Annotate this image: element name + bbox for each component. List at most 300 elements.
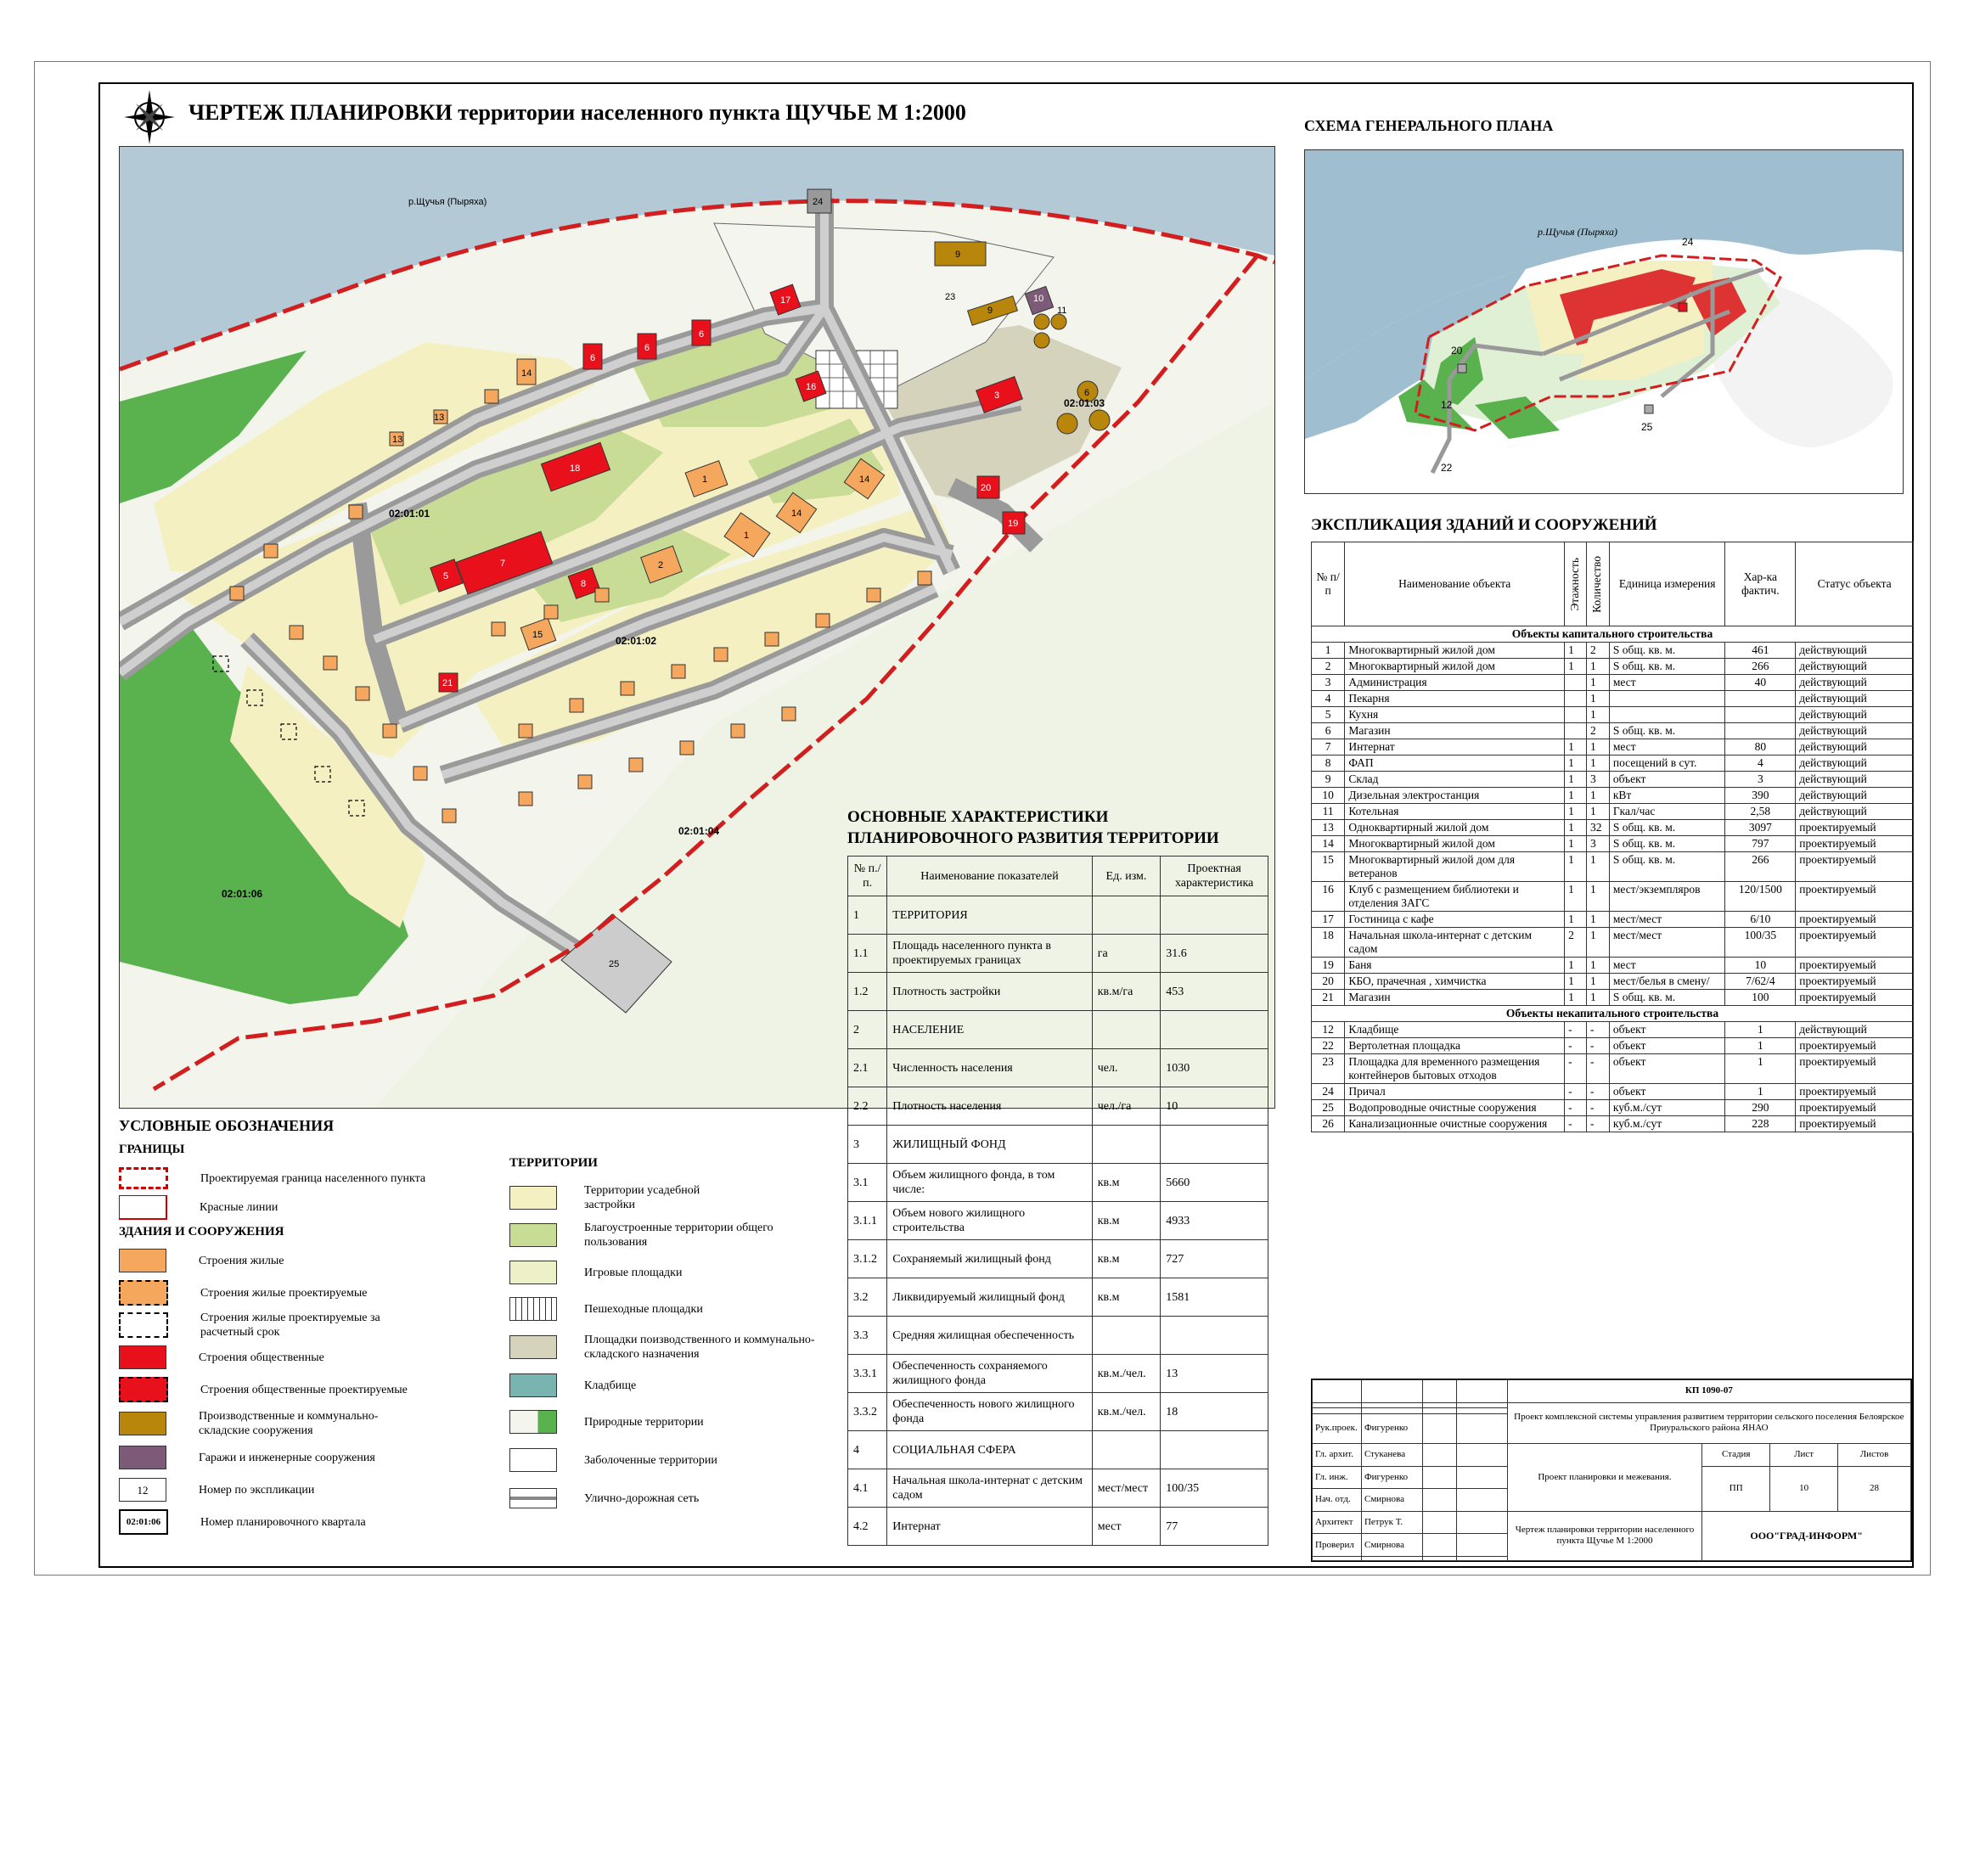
table-cell: 266	[1725, 659, 1796, 675]
table-row	[1312, 974, 1914, 990]
table-cell: 3.1.1	[848, 1202, 887, 1240]
map-number: 6	[644, 343, 650, 353]
map-number: 13	[434, 413, 445, 423]
table-cell: мест/экземпляров	[1609, 882, 1725, 912]
swatch	[119, 1280, 168, 1306]
table-cell: Объем нового жилищного строительства	[887, 1202, 1092, 1240]
table-cell: кв.м	[1092, 1240, 1160, 1278]
table-cell: Ликвидируемый жилищный фонд	[887, 1278, 1092, 1317]
table-cell: 1	[1586, 755, 1609, 772]
table-cell	[1609, 707, 1725, 723]
table-cell: 13	[1161, 1355, 1268, 1393]
map-number: 2	[658, 560, 664, 570]
table-cell: Плотность населения	[887, 1087, 1092, 1126]
legend-territories-title: ТЕРРИТОРИИ	[509, 1156, 598, 1170]
table-cell: 1	[1586, 974, 1609, 990]
map-number: 3	[994, 390, 1000, 401]
table-cell	[1725, 707, 1796, 723]
table-cell: S общ. кв. м.	[1609, 852, 1725, 882]
legend-item: Площадки поизводственного и коммунально-складского назначения	[509, 1327, 832, 1368]
table-cell: действующий	[1796, 755, 1914, 772]
table-cell: действующий	[1796, 1022, 1914, 1038]
table-cell: Обеспеченность нового жилищного фонда	[887, 1393, 1092, 1431]
table-cell: действующий	[1796, 643, 1914, 659]
table-row	[848, 1508, 1268, 1546]
table-cell: Площадь населенного пункта в проектируемых границах	[887, 935, 1092, 973]
swatch	[119, 1446, 166, 1469]
stamp-sheet: 10	[1770, 1466, 1838, 1511]
table-cell: Объем жилищного фонда, в том числе:	[887, 1164, 1092, 1202]
table-row	[1312, 755, 1914, 772]
map-number: 10	[1033, 294, 1044, 304]
table-cell: 2.1	[848, 1049, 887, 1087]
legend-item: Улично-дорожная сеть	[509, 1480, 832, 1517]
stamp-role: Проверил	[1313, 1534, 1362, 1557]
table-cell: объект	[1609, 1022, 1725, 1038]
table-cell: проектируемый	[1796, 974, 1914, 990]
table-cell: 14	[1312, 836, 1345, 852]
table-cell: КБО, прачечная , химчистка	[1345, 974, 1565, 990]
col-header: Количество	[1586, 542, 1609, 626]
map-number: 1	[702, 475, 708, 485]
table-cell: 1	[1565, 755, 1587, 772]
table-cell: 3097	[1725, 820, 1796, 836]
table-cell: Магазин	[1345, 723, 1565, 739]
schema-number: 25	[1641, 421, 1653, 433]
table-cell: проектируемый	[1796, 836, 1914, 852]
table-cell: мест/мест	[1609, 928, 1725, 958]
table-cell: 3.2	[848, 1278, 887, 1317]
table-cell	[1161, 1317, 1268, 1355]
table-row	[1312, 1038, 1914, 1054]
table-cell: 17	[1312, 912, 1345, 928]
table-cell: проектируемый	[1796, 928, 1914, 958]
table-cell: S общ. кв. м.	[1609, 643, 1725, 659]
stamp-person: Петрук Т.	[1361, 1511, 1422, 1534]
table-cell: 1	[1565, 974, 1587, 990]
table-cell: проектируемый	[1796, 990, 1914, 1006]
table-section-row: Объекты некапитального строительства	[1312, 1006, 1914, 1022]
map-number: 20	[981, 483, 992, 493]
table-row	[1312, 707, 1914, 723]
map-number: 18	[570, 463, 581, 474]
table-cell: 3	[1586, 772, 1609, 788]
table-cell: проектируемый	[1796, 1038, 1914, 1054]
table-cell: объект	[1609, 1084, 1725, 1100]
table-cell: Интернат	[887, 1508, 1092, 1546]
map-number: 6	[699, 329, 705, 340]
table-cell: Водопроводные очистные сооружения	[1345, 1100, 1565, 1116]
swatch	[509, 1410, 557, 1434]
table-row	[1312, 691, 1914, 707]
table-cell: 5660	[1161, 1164, 1268, 1202]
table-cell: 7	[1312, 739, 1345, 755]
table-row	[1312, 804, 1914, 820]
table-cell: кв.м/га	[1092, 973, 1160, 1011]
table-cell: 2	[1312, 659, 1345, 675]
map-number: 13	[392, 435, 403, 445]
map-number: 14	[791, 508, 802, 519]
table-cell: 1	[1586, 675, 1609, 691]
table-cell: проектируемый	[1796, 852, 1914, 882]
drawing-title: ЧЕРТЕЖ ПЛАНИРОВКИ территории населенного пункта ЩУЧЬЕ М 1:2000	[188, 100, 966, 125]
map-number: 6	[1084, 388, 1090, 398]
table-cell: 18	[1312, 928, 1345, 958]
legend-buildings-title: ЗДАНИЯ И СООРУЖЕНИЯ	[119, 1225, 284, 1238]
legend-item: Игровые площадки	[509, 1254, 832, 1291]
table-cell: Площадка для временного размещения контейнеров бытовых отходов	[1345, 1054, 1565, 1084]
explication-title: ЭКСПЛИКАЦИЯ ЗДАНИЙ И СООРУЖЕНИЙ	[1311, 516, 1657, 534]
table-cell: 6/10	[1725, 912, 1796, 928]
table-row	[848, 1355, 1268, 1393]
col-header: № п./п.	[848, 857, 887, 896]
table-cell: объект	[1609, 1054, 1725, 1084]
legend-left	[119, 1143, 492, 1538]
map-number: 11	[1057, 306, 1067, 316]
map-number: 15	[532, 630, 543, 640]
general-plan-schema-map[interactable]	[1304, 149, 1904, 494]
table-cell: Баня	[1345, 958, 1565, 974]
table-row	[1312, 675, 1914, 691]
table-cell: 1	[1725, 1054, 1796, 1084]
swatch	[509, 1488, 557, 1508]
table-cell: 3	[1586, 836, 1609, 852]
stamp-role: Архитект	[1313, 1511, 1362, 1534]
stamp-person: Смирнова	[1361, 1534, 1422, 1557]
table-cell: Причал	[1345, 1084, 1565, 1100]
legend-item: Строения жилые проектируемые	[119, 1277, 492, 1309]
legend-item: Заболоченные территории	[509, 1441, 832, 1480]
table-cell: 22	[1312, 1038, 1345, 1054]
table-row	[1312, 643, 1914, 659]
table-cell: СОЦИАЛЬНАЯ СФЕРА	[887, 1431, 1092, 1469]
table-cell: -	[1565, 1100, 1587, 1116]
swatch	[119, 1377, 168, 1402]
table-cell: 9	[1312, 772, 1345, 788]
table-cell: 1	[1565, 882, 1587, 912]
table-row	[848, 1431, 1268, 1469]
quarter-label: 02:01:02	[616, 635, 657, 647]
legend-item: Гаражи и инженерные сооружения	[119, 1441, 492, 1474]
table-row	[1312, 1054, 1914, 1084]
table-cell: 3.1	[848, 1164, 887, 1202]
table-row	[1312, 836, 1914, 852]
stamp-label: Листов	[1838, 1443, 1911, 1466]
table-cell: НАСЕЛЕНИЕ	[887, 1011, 1092, 1049]
table-cell: Интернат	[1345, 739, 1565, 755]
table-cell: проектируемый	[1796, 1116, 1914, 1132]
map-number: 14	[859, 475, 870, 485]
table-cell: 8	[1312, 755, 1345, 772]
table-cell: 1	[1565, 643, 1587, 659]
map-number: 17	[780, 295, 791, 306]
col-header: Ед. изм.	[1092, 857, 1160, 896]
stamp-project: Проект комплексной системы управления развитием территории сельского поселения Белоярское Приуральского района ЯНАО	[1507, 1402, 1910, 1443]
table-cell: 7/62/4	[1725, 974, 1796, 990]
table-cell: 100/35	[1725, 928, 1796, 958]
table-cell: действующий	[1796, 723, 1914, 739]
stamp-label: Стадия	[1702, 1443, 1770, 1466]
table-cell: -	[1565, 1054, 1587, 1084]
table-cell: -	[1565, 1084, 1587, 1100]
map-number: 21	[442, 678, 453, 688]
table-cell: 1	[1586, 928, 1609, 958]
table-cell: 10	[1312, 788, 1345, 804]
map-number: 24	[813, 197, 824, 207]
table-cell: Магазин	[1345, 990, 1565, 1006]
map-number: 19	[1008, 519, 1019, 529]
table-cell: действующий	[1796, 739, 1914, 755]
table-cell: 2	[1586, 643, 1609, 659]
table-cell: 25	[1312, 1100, 1345, 1116]
table-cell	[1092, 1431, 1160, 1469]
table-cell: Вертолетная площадка	[1345, 1038, 1565, 1054]
table-cell: Начальная школа-интернат с детским садом	[887, 1469, 1092, 1508]
table-cell: 1	[1565, 820, 1587, 836]
table-cell: 4	[1312, 691, 1345, 707]
table-cell: куб.м./сут	[1609, 1100, 1725, 1116]
table-cell: 24	[1312, 1084, 1345, 1100]
table-cell: кв.м	[1092, 1278, 1160, 1317]
table-cell: действующий	[1796, 804, 1914, 820]
legend-borders-title: ГРАНИЦЫ	[119, 1143, 185, 1156]
characteristics-table	[847, 856, 1268, 1546]
table-cell: кВт	[1609, 788, 1725, 804]
boundary-swatch	[119, 1167, 168, 1189]
table-cell: 1	[1312, 643, 1345, 659]
legend-item: Производственные и коммунально-складские сооружения	[119, 1406, 492, 1441]
legend-right	[509, 1156, 832, 1517]
col-header: Единица измерения	[1609, 542, 1725, 626]
table-row	[1312, 1084, 1914, 1100]
table-cell: 80	[1725, 739, 1796, 755]
table-cell: Котельная	[1345, 804, 1565, 820]
table-row	[1312, 990, 1914, 1006]
stamp-role: Гл. архит.	[1313, 1443, 1362, 1466]
table-row	[1312, 788, 1914, 804]
map-number: 6	[590, 353, 596, 363]
table-cell: 797	[1725, 836, 1796, 852]
table-cell: 1	[1586, 707, 1609, 723]
table-cell: Средняя жилищная обеспеченность	[887, 1317, 1092, 1355]
table-cell: проектируемый	[1796, 1084, 1914, 1100]
table-cell: действующий	[1796, 691, 1914, 707]
table-cell: 1	[1586, 788, 1609, 804]
table-cell: 461	[1725, 643, 1796, 659]
table-cell: 4.1	[848, 1469, 887, 1508]
stamp-person: Стуканева	[1361, 1443, 1422, 1466]
table-cell: чел./га	[1092, 1087, 1160, 1126]
table-cell: 23	[1312, 1054, 1345, 1084]
table-cell: проектируемый	[1796, 912, 1914, 928]
table-cell: 1	[1565, 852, 1587, 882]
table-cell: S общ. кв. м.	[1609, 990, 1725, 1006]
table-cell: 3.3.1	[848, 1355, 887, 1393]
legend-item: Территории усадебной застройки	[509, 1179, 832, 1216]
schema-number: 20	[1451, 345, 1463, 357]
table-cell: S общ. кв. м.	[1609, 659, 1725, 675]
table-cell: ФАП	[1345, 755, 1565, 772]
swatch	[509, 1373, 557, 1397]
swatch	[119, 1412, 166, 1435]
table-cell: действующий	[1796, 659, 1914, 675]
table-row	[1312, 1100, 1914, 1116]
table-cell: 727	[1161, 1240, 1268, 1278]
table-cell: 390	[1725, 788, 1796, 804]
table-cell	[1092, 896, 1160, 935]
col-header: Хар-ка фактич.	[1725, 542, 1796, 626]
table-cell	[1565, 691, 1587, 707]
table-cell: S общ. кв. м.	[1609, 723, 1725, 739]
swatch	[509, 1448, 557, 1472]
table-cell: 2,58	[1725, 804, 1796, 820]
table-cell: -	[1586, 1038, 1609, 1054]
table-cell: 1	[1565, 788, 1587, 804]
table-row	[1312, 958, 1914, 974]
table-cell: 3	[1312, 675, 1345, 691]
table-cell	[1161, 896, 1268, 935]
table-cell: 4.2	[848, 1508, 887, 1546]
table-cell: 10	[1725, 958, 1796, 974]
swatch	[509, 1335, 557, 1359]
table-cell: 3	[848, 1126, 887, 1164]
table-cell: 1	[1586, 958, 1609, 974]
table-cell: 100/35	[1161, 1469, 1268, 1508]
table-cell: 1	[1565, 772, 1587, 788]
swatch: 12	[119, 1478, 166, 1502]
table-cell: кв.м./чел.	[1092, 1393, 1160, 1431]
map-number: 9	[955, 250, 961, 260]
legend-item: Кладбище	[509, 1368, 832, 1403]
table-cell	[1161, 1011, 1268, 1049]
stamp-role: Нач. отд.	[1313, 1489, 1362, 1512]
table-cell: 3	[1725, 772, 1796, 788]
col-header: Наименование показателей	[887, 857, 1092, 896]
table-cell: 3.3.2	[848, 1393, 887, 1431]
table-row	[848, 1049, 1268, 1087]
table-cell: 4	[1725, 755, 1796, 772]
table-cell: га	[1092, 935, 1160, 973]
table-cell: 18	[1161, 1393, 1268, 1431]
table-cell: проектируемый	[1796, 820, 1914, 836]
stamp-person: Фигуренко	[1361, 1466, 1422, 1489]
table-cell	[1565, 707, 1587, 723]
legend-item: Проектируемая граница населенного пункта	[119, 1164, 492, 1193]
table-cell: 1	[1565, 958, 1587, 974]
table-cell: ТЕРРИТОРИЯ	[887, 896, 1092, 935]
table-cell: -	[1565, 1116, 1587, 1132]
table-cell: S общ. кв. м.	[1609, 820, 1725, 836]
table-cell: 2	[1586, 723, 1609, 739]
col-header: № п/п	[1312, 542, 1345, 626]
table-row	[848, 1317, 1268, 1355]
schema-title: СХЕМА ГЕНЕРАЛЬНОГО ПЛАНА	[1304, 117, 1554, 134]
table-cell: 20	[1312, 974, 1345, 990]
table-cell: 120/1500	[1725, 882, 1796, 912]
table-cell: 2.2	[848, 1087, 887, 1126]
table-cell: проектируемый	[1796, 882, 1914, 912]
legend-item: Природные территории	[509, 1403, 832, 1441]
table-cell	[1092, 1126, 1160, 1164]
table-cell: -	[1586, 1022, 1609, 1038]
stamp-person: Смирнова	[1361, 1489, 1422, 1512]
table-cell: мест/белья в смену/	[1609, 974, 1725, 990]
stamp-code: КП 1090-07	[1507, 1380, 1910, 1403]
table-cell: действующий	[1796, 707, 1914, 723]
table-cell	[1565, 675, 1587, 691]
table-row	[1312, 820, 1914, 836]
table-cell: 5	[1312, 707, 1345, 723]
table-row	[848, 973, 1268, 1011]
table-cell: 1	[1586, 691, 1609, 707]
table-row	[848, 1011, 1268, 1049]
table-cell: 32	[1586, 820, 1609, 836]
stamp-subtitle: Проект планировки и межевания.	[1507, 1443, 1702, 1511]
table-cell: 26	[1312, 1116, 1345, 1132]
table-cell: 2	[848, 1011, 887, 1049]
legend-item: 02:01:06 Номер планировочного квартала	[119, 1506, 492, 1538]
table-row	[1312, 659, 1914, 675]
table-cell: 1	[1565, 739, 1587, 755]
table-cell: мест/мест	[1092, 1469, 1160, 1508]
table-cell: 228	[1725, 1116, 1796, 1132]
table-row	[848, 896, 1268, 935]
table-cell: Многоквартирный жилой дом	[1345, 836, 1565, 852]
table-row	[1312, 739, 1914, 755]
swatch: 02:01:06	[119, 1509, 168, 1535]
table-cell: 1	[1565, 912, 1587, 928]
table-cell	[1092, 1011, 1160, 1049]
stamp-role: Гл. инж.	[1313, 1466, 1362, 1489]
table-row	[1312, 928, 1914, 958]
table-cell: мест	[1609, 739, 1725, 755]
table-row	[848, 935, 1268, 973]
table-cell: 6	[1312, 723, 1345, 739]
stamp-stage: ПП	[1702, 1466, 1770, 1511]
table-cell: посещений в сут.	[1609, 755, 1725, 772]
stamp-label: Лист	[1770, 1443, 1838, 1466]
table-cell: 1030	[1161, 1049, 1268, 1087]
table-row	[848, 1164, 1268, 1202]
table-cell: действующий	[1796, 788, 1914, 804]
table-cell: Кухня	[1345, 707, 1565, 723]
table-cell: -	[1586, 1054, 1609, 1084]
col-header: Этажность	[1565, 542, 1587, 626]
table-row	[1312, 772, 1914, 788]
table-cell	[1161, 1126, 1268, 1164]
table-row	[848, 1278, 1268, 1317]
stamp-role: Рук.проек.	[1313, 1413, 1362, 1443]
col-header: Статус объекта	[1796, 542, 1914, 626]
table-cell: объект	[1609, 1038, 1725, 1054]
table-cell: кв.м	[1092, 1164, 1160, 1202]
table-cell: Администрация	[1345, 675, 1565, 691]
table-cell: кв.м	[1092, 1202, 1160, 1240]
swatch	[509, 1297, 557, 1321]
title-block	[1311, 1379, 1912, 1562]
col-header: Проектная характеристика	[1161, 857, 1268, 896]
map-number: 8	[581, 579, 587, 589]
table-cell: 1	[1586, 882, 1609, 912]
legend-title: УСЛОВНЫЕ ОБОЗНАЧЕНИЯ	[119, 1117, 335, 1134]
map-number: 25	[609, 959, 620, 969]
map-number: 1	[744, 531, 750, 541]
table-cell: Обеспеченность сохраняемого жилищного фонда	[887, 1355, 1092, 1393]
table-cell	[1092, 1317, 1160, 1355]
table-cell: 1	[1586, 990, 1609, 1006]
stamp-person: Фигуренко	[1361, 1413, 1422, 1443]
legend-item: Строения жилые проектируемые за расчетный срок	[119, 1309, 492, 1341]
